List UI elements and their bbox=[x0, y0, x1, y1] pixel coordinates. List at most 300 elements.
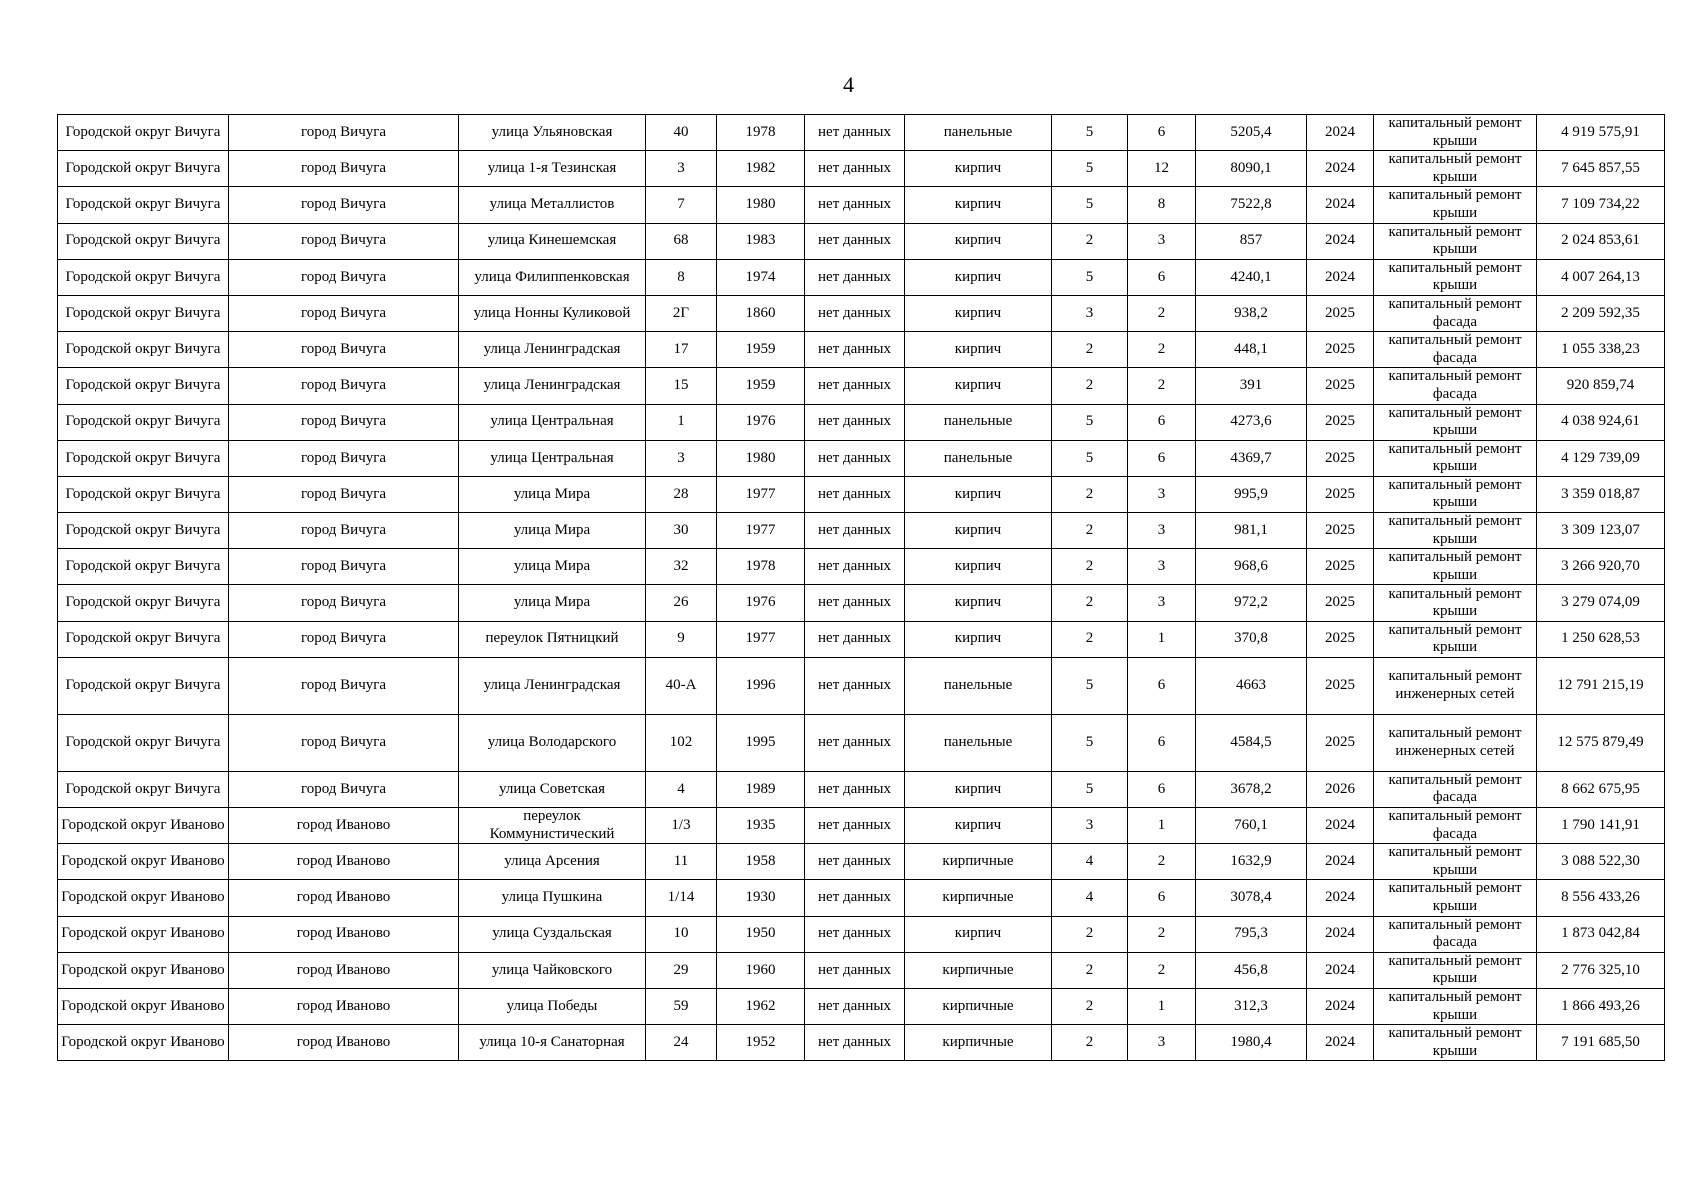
status-cell: нет данных bbox=[805, 714, 905, 771]
street-cell: улица Мира bbox=[459, 585, 646, 621]
table-row bbox=[58, 151, 1665, 187]
cost-cell: 2 024 853,61 bbox=[1537, 223, 1665, 259]
status-cell: нет данных bbox=[805, 916, 905, 952]
build-year-cell: 1976 bbox=[717, 404, 805, 440]
house-number-cell: 2Г bbox=[646, 295, 717, 331]
status-cell: нет данных bbox=[805, 223, 905, 259]
cost-cell: 4 129 739,09 bbox=[1537, 440, 1665, 476]
district-cell: Городской округ Вичуга bbox=[58, 115, 229, 151]
table-row bbox=[58, 476, 1665, 512]
wall-material-cell: кирпич bbox=[905, 332, 1052, 368]
wall-material-cell: панельные bbox=[905, 404, 1052, 440]
build-year-cell: 1974 bbox=[717, 259, 805, 295]
entrances-cell: 3 bbox=[1128, 513, 1196, 549]
house-number-cell: 17 bbox=[646, 332, 717, 368]
plan-year-cell: 2024 bbox=[1307, 952, 1374, 988]
wall-material-cell: кирпичные bbox=[905, 844, 1052, 880]
wall-material-cell: кирпич bbox=[905, 513, 1052, 549]
city-cell: город Вичуга bbox=[229, 621, 459, 657]
status-cell: нет данных bbox=[805, 513, 905, 549]
district-cell: Городской округ Иваново bbox=[58, 844, 229, 880]
table-row bbox=[58, 916, 1665, 952]
entrances-cell: 1 bbox=[1128, 621, 1196, 657]
floors-cell: 4 bbox=[1052, 844, 1128, 880]
floors-cell: 2 bbox=[1052, 1025, 1128, 1061]
build-year-cell: 1980 bbox=[717, 187, 805, 223]
status-cell: нет данных bbox=[805, 259, 905, 295]
plan-year-cell: 2025 bbox=[1307, 549, 1374, 585]
build-year-cell: 1989 bbox=[717, 771, 805, 807]
city-cell: город Иваново bbox=[229, 952, 459, 988]
city-cell: город Вичуга bbox=[229, 187, 459, 223]
area-cell: 981,1 bbox=[1196, 513, 1307, 549]
build-year-cell: 1952 bbox=[717, 1025, 805, 1061]
build-year-cell: 1962 bbox=[717, 988, 805, 1024]
district-cell: Городской округ Вичуга bbox=[58, 513, 229, 549]
plan-year-cell: 2024 bbox=[1307, 1025, 1374, 1061]
city-cell: город Вичуга bbox=[229, 513, 459, 549]
street-cell: улица Володарского bbox=[459, 714, 646, 771]
build-year-cell: 1935 bbox=[717, 808, 805, 844]
district-cell: Городской округ Вичуга bbox=[58, 476, 229, 512]
table-row bbox=[58, 549, 1665, 585]
table-row bbox=[58, 714, 1665, 771]
table-row bbox=[58, 440, 1665, 476]
status-cell: нет данных bbox=[805, 1025, 905, 1061]
district-cell: Городской округ Вичуга bbox=[58, 714, 229, 771]
work-type-cell: капитальный ремонт фасада bbox=[1374, 295, 1537, 331]
status-cell: нет данных bbox=[805, 988, 905, 1024]
table-row bbox=[58, 952, 1665, 988]
plan-year-cell: 2024 bbox=[1307, 259, 1374, 295]
area-cell: 312,3 bbox=[1196, 988, 1307, 1024]
area-cell: 1632,9 bbox=[1196, 844, 1307, 880]
cost-cell: 2 209 592,35 bbox=[1537, 295, 1665, 331]
status-cell: нет данных bbox=[805, 368, 905, 404]
wall-material-cell: кирпич bbox=[905, 585, 1052, 621]
floors-cell: 2 bbox=[1052, 332, 1128, 368]
plan-year-cell: 2024 bbox=[1307, 916, 1374, 952]
city-cell: город Вичуга bbox=[229, 404, 459, 440]
city-cell: город Иваново bbox=[229, 988, 459, 1024]
cost-cell: 3 309 123,07 bbox=[1537, 513, 1665, 549]
floors-cell: 2 bbox=[1052, 585, 1128, 621]
plan-year-cell: 2025 bbox=[1307, 440, 1374, 476]
house-number-cell: 30 bbox=[646, 513, 717, 549]
house-number-cell: 68 bbox=[646, 223, 717, 259]
area-cell: 968,6 bbox=[1196, 549, 1307, 585]
plan-year-cell: 2025 bbox=[1307, 585, 1374, 621]
status-cell: нет данных bbox=[805, 404, 905, 440]
floors-cell: 2 bbox=[1052, 549, 1128, 585]
district-cell: Городской округ Иваново bbox=[58, 916, 229, 952]
build-year-cell: 1983 bbox=[717, 223, 805, 259]
house-number-cell: 102 bbox=[646, 714, 717, 771]
district-cell: Городской округ Вичуга bbox=[58, 368, 229, 404]
area-cell: 972,2 bbox=[1196, 585, 1307, 621]
work-type-cell: капитальный ремонт крыши bbox=[1374, 549, 1537, 585]
wall-material-cell: кирпичные bbox=[905, 952, 1052, 988]
wall-material-cell: кирпич bbox=[905, 549, 1052, 585]
area-cell: 3678,2 bbox=[1196, 771, 1307, 807]
build-year-cell: 1860 bbox=[717, 295, 805, 331]
house-number-cell: 10 bbox=[646, 916, 717, 952]
street-cell: улица Центральная bbox=[459, 440, 646, 476]
area-cell: 995,9 bbox=[1196, 476, 1307, 512]
wall-material-cell: панельные bbox=[905, 440, 1052, 476]
status-cell: нет данных bbox=[805, 549, 905, 585]
city-cell: город Иваново bbox=[229, 844, 459, 880]
district-cell: Городской округ Иваново bbox=[58, 988, 229, 1024]
work-type-cell: капитальный ремонт фасада bbox=[1374, 916, 1537, 952]
street-cell: улица Металлистов bbox=[459, 187, 646, 223]
area-cell: 857 bbox=[1196, 223, 1307, 259]
wall-material-cell: кирпичные bbox=[905, 1025, 1052, 1061]
entrances-cell: 6 bbox=[1128, 771, 1196, 807]
plan-year-cell: 2025 bbox=[1307, 295, 1374, 331]
entrances-cell: 2 bbox=[1128, 952, 1196, 988]
city-cell: город Иваново bbox=[229, 880, 459, 916]
city-cell: город Иваново bbox=[229, 1025, 459, 1061]
cost-cell: 2 776 325,10 bbox=[1537, 952, 1665, 988]
table-row bbox=[58, 115, 1665, 151]
wall-material-cell: кирпич bbox=[905, 368, 1052, 404]
house-number-cell: 40 bbox=[646, 115, 717, 151]
street-cell: улица Пушкина bbox=[459, 880, 646, 916]
house-number-cell: 40-А bbox=[646, 657, 717, 714]
house-number-cell: 24 bbox=[646, 1025, 717, 1061]
plan-year-cell: 2025 bbox=[1307, 476, 1374, 512]
build-year-cell: 1996 bbox=[717, 657, 805, 714]
entrances-cell: 6 bbox=[1128, 440, 1196, 476]
area-cell: 938,2 bbox=[1196, 295, 1307, 331]
street-cell: улица Арсения bbox=[459, 844, 646, 880]
house-number-cell: 9 bbox=[646, 621, 717, 657]
city-cell: город Вичуга bbox=[229, 476, 459, 512]
work-type-cell: капитальный ремонт крыши bbox=[1374, 259, 1537, 295]
city-cell: город Вичуга bbox=[229, 151, 459, 187]
work-type-cell: капитальный ремонт крыши bbox=[1374, 513, 1537, 549]
table-row bbox=[58, 988, 1665, 1024]
entrances-cell: 8 bbox=[1128, 187, 1196, 223]
district-cell: Городской округ Вичуга bbox=[58, 585, 229, 621]
wall-material-cell: кирпичные bbox=[905, 988, 1052, 1024]
city-cell: город Вичуга bbox=[229, 657, 459, 714]
city-cell: город Вичуга bbox=[229, 714, 459, 771]
street-cell: улица Филиппенковская bbox=[459, 259, 646, 295]
floors-cell: 2 bbox=[1052, 621, 1128, 657]
table-row bbox=[58, 880, 1665, 916]
area-cell: 760,1 bbox=[1196, 808, 1307, 844]
district-cell: Городской округ Вичуга bbox=[58, 187, 229, 223]
cost-cell: 7 109 734,22 bbox=[1537, 187, 1665, 223]
cost-cell: 12 575 879,49 bbox=[1537, 714, 1665, 771]
cost-cell: 4 007 264,13 bbox=[1537, 259, 1665, 295]
floors-cell: 3 bbox=[1052, 295, 1128, 331]
street-cell: улица Советская bbox=[459, 771, 646, 807]
floors-cell: 5 bbox=[1052, 151, 1128, 187]
status-cell: нет данных bbox=[805, 771, 905, 807]
floors-cell: 5 bbox=[1052, 115, 1128, 151]
work-type-cell: капитальный ремонт инженерных сетей bbox=[1374, 657, 1537, 714]
cost-cell: 1 250 628,53 bbox=[1537, 621, 1665, 657]
street-cell: переулок Коммунистический bbox=[459, 808, 646, 844]
table-row bbox=[58, 808, 1665, 844]
house-number-cell: 1 bbox=[646, 404, 717, 440]
entrances-cell: 6 bbox=[1128, 657, 1196, 714]
wall-material-cell: кирпич bbox=[905, 259, 1052, 295]
page-number: 4 bbox=[843, 72, 854, 97]
house-number-cell: 1/14 bbox=[646, 880, 717, 916]
build-year-cell: 1978 bbox=[717, 549, 805, 585]
wall-material-cell: панельные bbox=[905, 115, 1052, 151]
build-year-cell: 1980 bbox=[717, 440, 805, 476]
wall-material-cell: панельные bbox=[905, 657, 1052, 714]
cost-cell: 1 873 042,84 bbox=[1537, 916, 1665, 952]
area-cell: 8090,1 bbox=[1196, 151, 1307, 187]
wall-material-cell: кирпич bbox=[905, 621, 1052, 657]
entrances-cell: 6 bbox=[1128, 880, 1196, 916]
wall-material-cell: кирпич bbox=[905, 808, 1052, 844]
street-cell: улица Мира bbox=[459, 549, 646, 585]
street-cell: улица Ленинградская bbox=[459, 332, 646, 368]
wall-material-cell: кирпич bbox=[905, 295, 1052, 331]
entrances-cell: 3 bbox=[1128, 549, 1196, 585]
plan-year-cell: 2025 bbox=[1307, 404, 1374, 440]
table-row bbox=[58, 844, 1665, 880]
area-cell: 4663 bbox=[1196, 657, 1307, 714]
plan-year-cell: 2024 bbox=[1307, 115, 1374, 151]
cost-cell: 3 359 018,87 bbox=[1537, 476, 1665, 512]
district-cell: Городской округ Вичуга bbox=[58, 771, 229, 807]
status-cell: нет данных bbox=[805, 621, 905, 657]
area-cell: 4240,1 bbox=[1196, 259, 1307, 295]
status-cell: нет данных bbox=[805, 151, 905, 187]
plan-year-cell: 2024 bbox=[1307, 808, 1374, 844]
build-year-cell: 1977 bbox=[717, 476, 805, 512]
work-type-cell: капитальный ремонт крыши bbox=[1374, 621, 1537, 657]
city-cell: город Вичуга bbox=[229, 332, 459, 368]
house-number-cell: 15 bbox=[646, 368, 717, 404]
plan-year-cell: 2025 bbox=[1307, 513, 1374, 549]
work-type-cell: капитальный ремонт крыши bbox=[1374, 115, 1537, 151]
status-cell: нет данных bbox=[805, 844, 905, 880]
area-cell: 3078,4 bbox=[1196, 880, 1307, 916]
district-cell: Городской округ Вичуга bbox=[58, 621, 229, 657]
district-cell: Городской округ Иваново bbox=[58, 952, 229, 988]
street-cell: улица Нонны Куликовой bbox=[459, 295, 646, 331]
house-number-cell: 28 bbox=[646, 476, 717, 512]
floors-cell: 2 bbox=[1052, 916, 1128, 952]
cost-cell: 1 790 141,91 bbox=[1537, 808, 1665, 844]
house-number-cell: 1/3 bbox=[646, 808, 717, 844]
floors-cell: 2 bbox=[1052, 988, 1128, 1024]
status-cell: нет данных bbox=[805, 952, 905, 988]
work-type-cell: капитальный ремонт фасада bbox=[1374, 808, 1537, 844]
build-year-cell: 1959 bbox=[717, 368, 805, 404]
street-cell: улица Чайковского bbox=[459, 952, 646, 988]
wall-material-cell: кирпич bbox=[905, 476, 1052, 512]
house-number-cell: 11 bbox=[646, 844, 717, 880]
district-cell: Городской округ Иваново bbox=[58, 1025, 229, 1061]
table-row bbox=[58, 771, 1665, 807]
entrances-cell: 1 bbox=[1128, 988, 1196, 1024]
work-type-cell: капитальный ремонт крыши bbox=[1374, 440, 1537, 476]
entrances-cell: 2 bbox=[1128, 916, 1196, 952]
plan-year-cell: 2024 bbox=[1307, 151, 1374, 187]
street-cell: улица Мира bbox=[459, 513, 646, 549]
cost-cell: 4 038 924,61 bbox=[1537, 404, 1665, 440]
area-cell: 391 bbox=[1196, 368, 1307, 404]
floors-cell: 2 bbox=[1052, 513, 1128, 549]
entrances-cell: 6 bbox=[1128, 259, 1196, 295]
entrances-cell: 2 bbox=[1128, 332, 1196, 368]
cost-cell: 7 645 857,55 bbox=[1537, 151, 1665, 187]
floors-cell: 5 bbox=[1052, 404, 1128, 440]
wall-material-cell: кирпичные bbox=[905, 880, 1052, 916]
table-row bbox=[58, 1025, 1665, 1061]
plan-year-cell: 2024 bbox=[1307, 988, 1374, 1024]
floors-cell: 5 bbox=[1052, 657, 1128, 714]
street-cell: улица 1-я Тезинская bbox=[459, 151, 646, 187]
floors-cell: 2 bbox=[1052, 952, 1128, 988]
work-type-cell: капитальный ремонт фасада bbox=[1374, 771, 1537, 807]
status-cell: нет данных bbox=[805, 115, 905, 151]
table-row bbox=[58, 621, 1665, 657]
status-cell: нет данных bbox=[805, 440, 905, 476]
cost-cell: 3 266 920,70 bbox=[1537, 549, 1665, 585]
build-year-cell: 1977 bbox=[717, 513, 805, 549]
district-cell: Городской округ Вичуга bbox=[58, 295, 229, 331]
wall-material-cell: кирпич bbox=[905, 223, 1052, 259]
house-number-cell: 32 bbox=[646, 549, 717, 585]
table-row bbox=[58, 513, 1665, 549]
plan-year-cell: 2025 bbox=[1307, 621, 1374, 657]
work-type-cell: капитальный ремонт крыши bbox=[1374, 988, 1537, 1024]
district-cell: Городской округ Вичуга bbox=[58, 223, 229, 259]
street-cell: улица Суздальская bbox=[459, 916, 646, 952]
work-type-cell: капитальный ремонт крыши bbox=[1374, 880, 1537, 916]
work-type-cell: капитальный ремонт крыши bbox=[1374, 187, 1537, 223]
build-year-cell: 1959 bbox=[717, 332, 805, 368]
table-row bbox=[58, 657, 1665, 714]
wall-material-cell: кирпич bbox=[905, 916, 1052, 952]
entrances-cell: 6 bbox=[1128, 714, 1196, 771]
street-cell: улица Ленинградская bbox=[459, 657, 646, 714]
city-cell: город Вичуга bbox=[229, 223, 459, 259]
city-cell: город Вичуга bbox=[229, 549, 459, 585]
entrances-cell: 3 bbox=[1128, 476, 1196, 512]
area-cell: 4584,5 bbox=[1196, 714, 1307, 771]
wall-material-cell: кирпич bbox=[905, 151, 1052, 187]
plan-year-cell: 2025 bbox=[1307, 657, 1374, 714]
city-cell: город Вичуга bbox=[229, 259, 459, 295]
status-cell: нет данных bbox=[805, 187, 905, 223]
work-type-cell: капитальный ремонт фасада bbox=[1374, 332, 1537, 368]
house-number-cell: 4 bbox=[646, 771, 717, 807]
wall-material-cell: кирпич bbox=[905, 771, 1052, 807]
plan-year-cell: 2025 bbox=[1307, 332, 1374, 368]
city-cell: город Иваново bbox=[229, 808, 459, 844]
floors-cell: 2 bbox=[1052, 368, 1128, 404]
build-year-cell: 1950 bbox=[717, 916, 805, 952]
city-cell: город Вичуга bbox=[229, 115, 459, 151]
district-cell: Городской округ Вичуга bbox=[58, 657, 229, 714]
status-cell: нет данных bbox=[805, 808, 905, 844]
city-cell: город Вичуга bbox=[229, 771, 459, 807]
table-row bbox=[58, 585, 1665, 621]
area-cell: 1980,4 bbox=[1196, 1025, 1307, 1061]
house-number-cell: 8 bbox=[646, 259, 717, 295]
street-cell: улица Центральная bbox=[459, 404, 646, 440]
area-cell: 4369,7 bbox=[1196, 440, 1307, 476]
street-cell: улица Победы bbox=[459, 988, 646, 1024]
build-year-cell: 1982 bbox=[717, 151, 805, 187]
table-row bbox=[58, 187, 1665, 223]
district-cell: Городской округ Вичуга bbox=[58, 332, 229, 368]
plan-year-cell: 2024 bbox=[1307, 223, 1374, 259]
build-year-cell: 1978 bbox=[717, 115, 805, 151]
entrances-cell: 3 bbox=[1128, 223, 1196, 259]
entrances-cell: 6 bbox=[1128, 404, 1196, 440]
work-type-cell: капитальный ремонт крыши bbox=[1374, 952, 1537, 988]
work-type-cell: капитальный ремонт крыши bbox=[1374, 585, 1537, 621]
entrances-cell: 2 bbox=[1128, 295, 1196, 331]
street-cell: улица 10-я Санаторная bbox=[459, 1025, 646, 1061]
cost-cell: 12 791 215,19 bbox=[1537, 657, 1665, 714]
floors-cell: 5 bbox=[1052, 187, 1128, 223]
area-cell: 5205,4 bbox=[1196, 115, 1307, 151]
work-type-cell: капитальный ремонт инженерных сетей bbox=[1374, 714, 1537, 771]
floors-cell: 2 bbox=[1052, 476, 1128, 512]
work-type-cell: капитальный ремонт фасада bbox=[1374, 368, 1537, 404]
table-row bbox=[58, 404, 1665, 440]
cost-cell: 7 191 685,50 bbox=[1537, 1025, 1665, 1061]
build-year-cell: 1960 bbox=[717, 952, 805, 988]
plan-year-cell: 2024 bbox=[1307, 187, 1374, 223]
city-cell: город Вичуга bbox=[229, 295, 459, 331]
work-type-cell: капитальный ремонт крыши bbox=[1374, 404, 1537, 440]
cost-cell: 1 866 493,26 bbox=[1537, 988, 1665, 1024]
area-cell: 7522,8 bbox=[1196, 187, 1307, 223]
floors-cell: 5 bbox=[1052, 771, 1128, 807]
build-year-cell: 1976 bbox=[717, 585, 805, 621]
build-year-cell: 1995 bbox=[717, 714, 805, 771]
street-cell: улица Ульяновская bbox=[459, 115, 646, 151]
floors-cell: 5 bbox=[1052, 259, 1128, 295]
district-cell: Городской округ Вичуга bbox=[58, 440, 229, 476]
district-cell: Городской округ Вичуга bbox=[58, 259, 229, 295]
street-cell: улица Мира bbox=[459, 476, 646, 512]
work-type-cell: капитальный ремонт крыши bbox=[1374, 1025, 1537, 1061]
cost-cell: 1 055 338,23 bbox=[1537, 332, 1665, 368]
work-type-cell: капитальный ремонт крыши bbox=[1374, 151, 1537, 187]
repair-program-table bbox=[57, 114, 1665, 1061]
house-number-cell: 3 bbox=[646, 440, 717, 476]
floors-cell: 5 bbox=[1052, 714, 1128, 771]
house-number-cell: 59 bbox=[646, 988, 717, 1024]
street-cell: улица Кинешемская bbox=[459, 223, 646, 259]
table-row bbox=[58, 368, 1665, 404]
city-cell: город Вичуга bbox=[229, 585, 459, 621]
district-cell: Городской округ Вичуга bbox=[58, 151, 229, 187]
plan-year-cell: 2024 bbox=[1307, 844, 1374, 880]
district-cell: Городской округ Иваново bbox=[58, 808, 229, 844]
entrances-cell: 2 bbox=[1128, 844, 1196, 880]
cost-cell: 4 919 575,91 bbox=[1537, 115, 1665, 151]
build-year-cell: 1977 bbox=[717, 621, 805, 657]
table-row bbox=[58, 259, 1665, 295]
